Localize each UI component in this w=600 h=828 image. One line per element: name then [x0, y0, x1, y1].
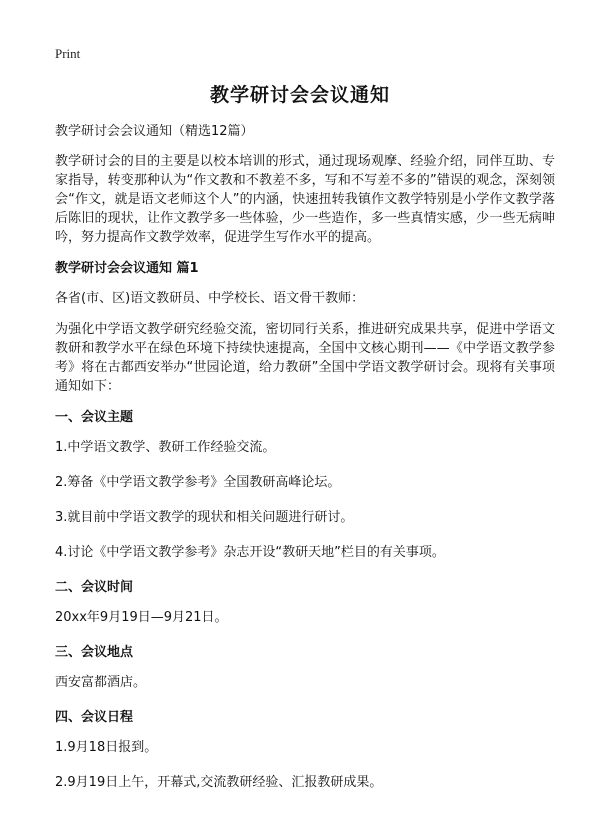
- section-heading-time: 二、会议时间: [55, 580, 134, 595]
- addressee-line: 各省(市、区)语文教研员、中学校长、语文骨干教师：: [55, 291, 365, 306]
- print-label: Print: [55, 46, 81, 61]
- list-item: 4.讨论《中学语文教学参考》杂志开设“教研天地”栏目的有关事项。: [55, 545, 445, 560]
- body-paragraph: 为强化中学语文教学研究经验交流，密切同行关系，推进研究成果共享，促进中学语文教研和教学水平在绿色环境下持续快速提高，全国中文核心期刊——《中学语文教学参考》将在古都西安举办“世园论道，给力教研”全国中学语文教学研讨会。现将有关事项通知如下：: [55, 322, 555, 394]
- document-body: [55, 122, 555, 808]
- list-item: 3.就目前中学语文教学的现状和相关问题进行研讨。: [55, 510, 354, 525]
- section-heading-theme: 一、会议主题: [55, 410, 134, 425]
- intro-paragraph: 教学研讨会的目的主要是以校本培训的形式，通过现场观摩、经验介绍，同伴互助、专家指导，转变那种认为“作文教和不教差不多，写和不写差不多的”错误的观念，深刻领会“作文，就是语文老师这个人”的内涵，快速扭转我镇作文教学特别是小学作文教学落后陈旧的现状，让作文教学多一些体验，少一些造作，多一些真情实感，少一些无病呻吟，努力提高作文教学效率，促进学生写作水平的提高。: [55, 154, 555, 245]
- list-item: 2.9月19日上午，开幕式,交流教研经验、汇报教研成果。: [55, 775, 383, 790]
- part-heading: 教学研讨会会议通知 篇1: [55, 261, 199, 276]
- list-item: 1.中学语文教学、教研工作经验交流。: [55, 440, 276, 455]
- document-title: 教学研讨会会议通知: [209, 84, 390, 106]
- meeting-time: 20xx年9月19日—9月21日。: [55, 610, 228, 625]
- list-item: 2.筹备《中学语文教学参考》全国教研高峰论坛。: [55, 475, 341, 490]
- section-heading-schedule: 四、会议日程: [55, 710, 134, 725]
- list-item: 1.9月18日报到。: [55, 740, 158, 755]
- meeting-place: 西安富都酒店。: [55, 675, 147, 690]
- section-heading-place: 三、会议地点: [55, 645, 134, 660]
- document-subtitle: 教学研讨会会议通知（精选12篇）: [55, 124, 254, 139]
